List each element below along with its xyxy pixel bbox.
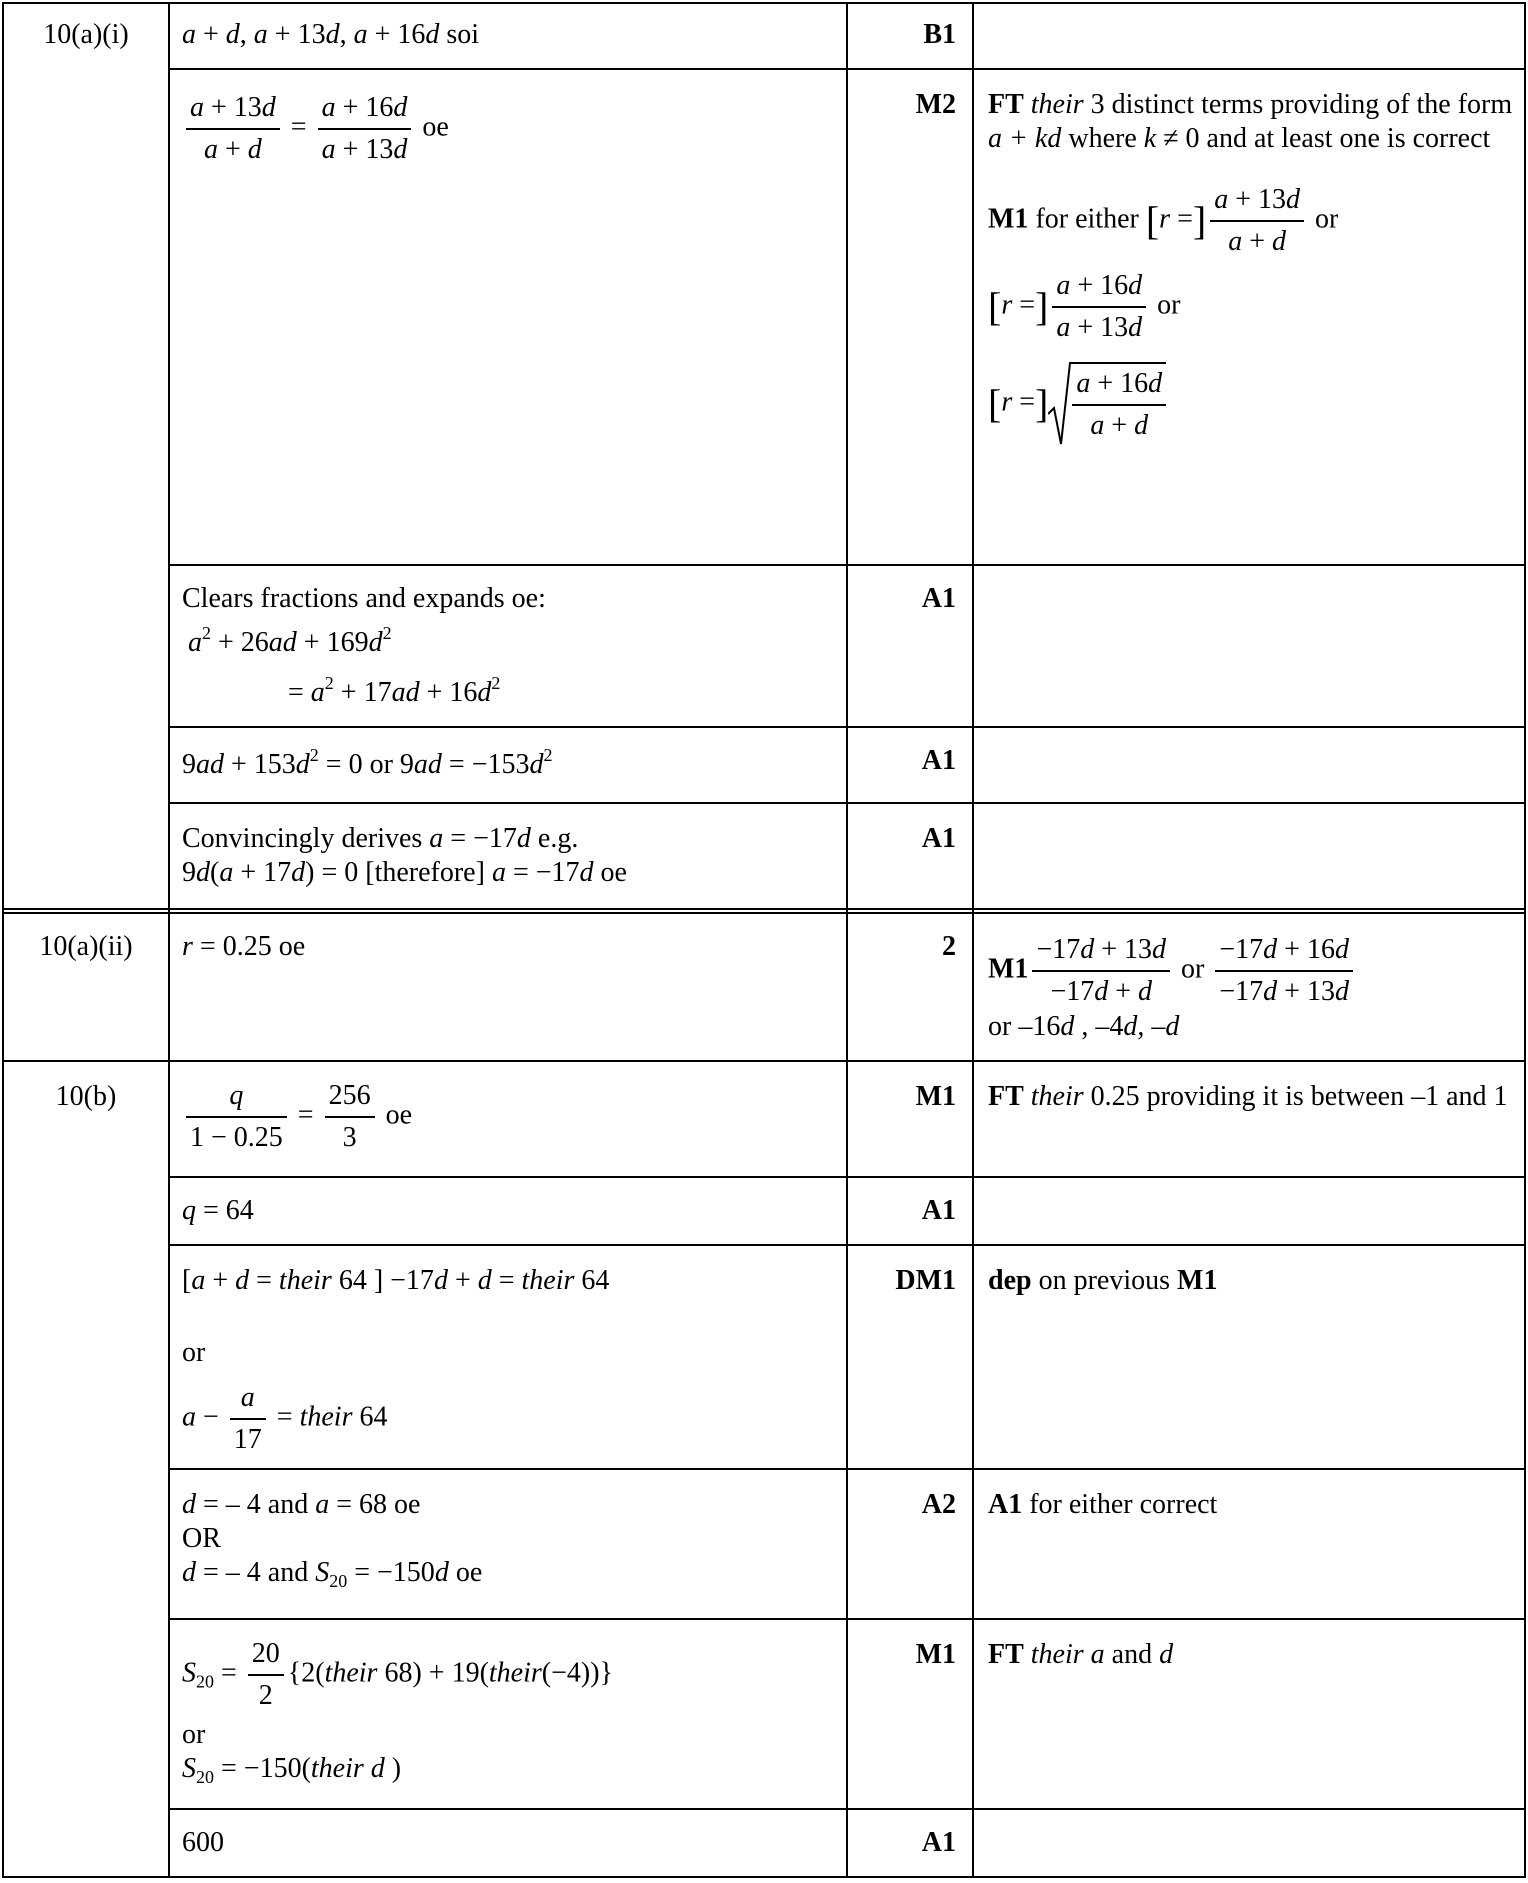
fraction: $\frac{-17d + 16d}{-17d + 13d}$	[1215, 930, 1353, 1012]
mark-cell: A1	[921, 745, 956, 776]
their-label: their	[1030, 1081, 1084, 1112]
m1-label: M1	[988, 203, 1029, 235]
guidance-text: where	[1061, 123, 1144, 154]
dep-label: dep	[988, 1265, 1032, 1296]
guidance-text: or	[1307, 203, 1339, 235]
mark-cell: M1	[915, 1639, 956, 1670]
guidance-cell: FT their 3 distinct terms providing of the form a + kd where k ≠ 0 and at least one is correct M1 for either [r =] $\frac{a + 13d}{a + d}$ or [r =] $\frac{a + 16d}{a + 13d}$ or [r =] $\frac{a + 16d}{a + d}$	[988, 88, 1518, 446]
answer-cell: $\frac{q}{1 - 0.25}$ = $\frac{256}{3}$ oe	[182, 1076, 842, 1158]
mark-cell: 2	[942, 931, 956, 962]
answer-cell: [a + d = their 64 ] −17d + d = their 64 or a − $\frac{a}{17}$ = their 64	[182, 1264, 842, 1460]
their-label: their	[1030, 89, 1084, 120]
mark-cell: A1	[921, 823, 956, 854]
rule	[2, 1876, 1526, 1878]
ft-label: FT	[988, 1639, 1024, 1670]
answer-cell: Clears fractions and expands oe: $a^2 + 26ad + 169d^2$ = $a^2 + 17ad + 16d^2$	[182, 582, 842, 710]
mark-cell: A1	[921, 1827, 956, 1858]
question-number: 10(a)(i)	[43, 19, 129, 50]
fraction: $\frac{a + 16d}{a + 13d}$	[1052, 266, 1146, 348]
m1-label: M1	[988, 953, 1029, 985]
guidance-text: 3 distinct terms providing of the form	[1090, 89, 1513, 120]
a1-label: A1	[988, 1489, 1023, 1520]
guidance-text: ≠ 0 and at least one is correct	[1156, 123, 1491, 154]
rule	[2, 908, 1526, 910]
answer-cell: a + d, a + 13d, a + 16d soi	[182, 19, 480, 50]
fraction: $\frac{a + 13d}{a + d}$	[1210, 180, 1304, 262]
fraction: $\frac{256}{3}$	[325, 1076, 375, 1158]
fraction: $\frac{a + 16d}{a + 13d}$	[318, 88, 412, 170]
answer-cell: 600	[182, 1827, 224, 1858]
answer-cell: q = 64	[182, 1195, 254, 1226]
guidance-text: on previous	[1031, 1265, 1178, 1296]
rule	[2, 912, 1526, 914]
guidance-text: kd	[1034, 123, 1062, 154]
guidance-cell: M1 $\frac{-17d + 13d}{-17d + d}$ or $\frac{-17d + 16d}{-17d + 13d}$ or –16d , –4d, –d	[988, 930, 1518, 1044]
answer-cell: $S_{20}$ = $\frac{20}{2}$ {2(their 68) + 19(their(−4))} or $S_{20}$ = −150(their d )	[182, 1634, 842, 1786]
mark-cell: DM1	[895, 1265, 956, 1296]
guidance-text: or –16	[988, 1011, 1061, 1042]
guidance-text: or	[1181, 953, 1205, 985]
answer-text: Convincingly derives	[182, 823, 430, 854]
their-label: their	[1030, 1639, 1084, 1670]
mark-cell: A2	[921, 1489, 956, 1520]
m1-label: M1	[1177, 1265, 1218, 1296]
answer-cell: Convincingly derives a = −17d e.g. 9d(a + 17d) = 0 [therefore] a = −17d oe	[182, 823, 627, 888]
rule	[846, 2, 848, 1878]
guidance-cell	[988, 1264, 1518, 1298]
guidance-text: k	[1143, 123, 1157, 154]
guidance-text: for either correct	[1022, 1489, 1218, 1520]
fraction: $\frac{-17d + 13d}{-17d + d}$	[1032, 930, 1170, 1012]
mark-cell: A1	[921, 1195, 956, 1226]
question-number: 10(b)	[55, 1081, 117, 1112]
answer-cell: r = 0.25 oe	[182, 931, 306, 962]
mark-cell: M1	[915, 1081, 956, 1112]
rule	[2, 1060, 1526, 1062]
fraction: $\frac{a + 13d}{a + d}$	[186, 88, 280, 170]
guidance-text: 0.25 providing it is between –1 and 1	[1083, 1081, 1508, 1112]
guidance-cell: FT their a and d	[988, 1639, 1174, 1670]
fraction: $\frac{a + 16d}{a + d}$	[1072, 364, 1166, 446]
rule	[972, 2, 974, 1878]
rule	[168, 2, 170, 1878]
answer-cell: $9ad + 153d^2 = 0$ or $9ad = -153d^2$	[182, 745, 553, 780]
guidance-cell	[988, 1488, 1518, 1522]
ft-label: FT	[988, 89, 1024, 120]
question-number: 10(a)(ii)	[39, 931, 133, 962]
fraction: $\frac{q}{1 - 0.25}$	[186, 1076, 287, 1158]
fraction: $\frac{a}{17}$	[230, 1378, 266, 1460]
ft-label: FT	[988, 1081, 1024, 1112]
answer-cell: d = – 4 and a = 68 oe OR d = – 4 and $S_{20} = -150d$ oe	[182, 1489, 483, 1591]
answer-text: Clears fractions and expands oe:	[182, 583, 546, 614]
mark-cell: A1	[921, 583, 956, 614]
rule	[1524, 2, 1526, 1878]
square-root	[1048, 362, 1166, 446]
guidance-text: for either	[1028, 203, 1146, 235]
fraction: $\frac{20}{2}$	[248, 1634, 284, 1716]
mark-cell: B1	[923, 19, 956, 50]
guidance-cell	[988, 1080, 1518, 1114]
answer-text: [therefore]	[365, 857, 485, 888]
guidance-text: or	[1157, 289, 1181, 321]
guidance-text: a +	[988, 123, 1035, 154]
mark-cell: M2	[915, 89, 956, 120]
answer-cell: $\frac{a + 13d}{a + d}$ = $\frac{a + 16d}{a + 13d}$ oe	[182, 88, 842, 170]
rule	[2, 2, 1526, 4]
